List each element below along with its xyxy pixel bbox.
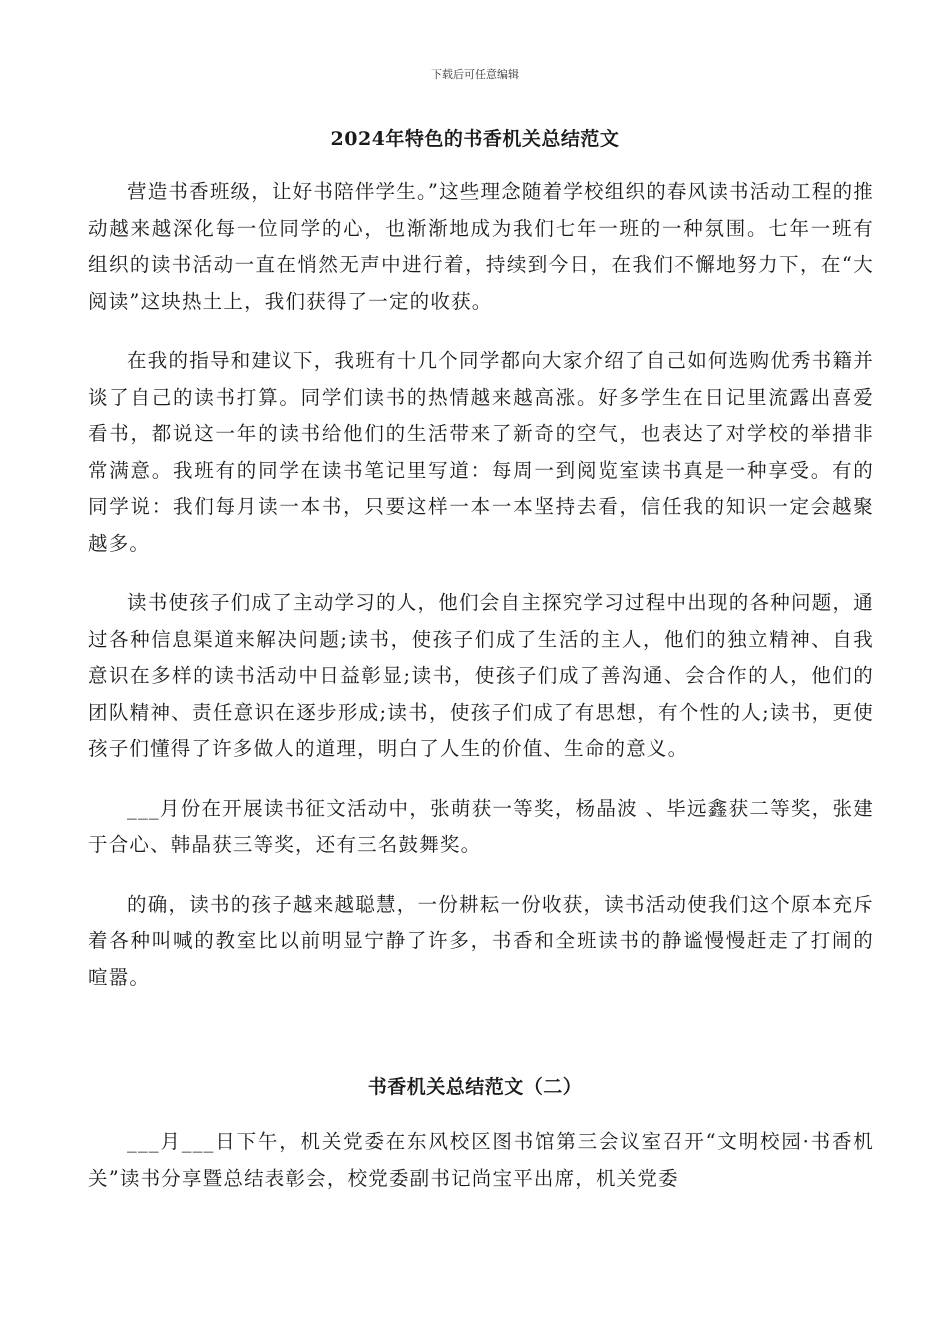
- paragraph-5: 的确，读书的孩子越来越聪慧，一份耕耘一份收获，读书活动使我们这个原本充斥着各种叫喊的教室比以前明显宁静了许多，书香和全班读书的静谧慢慢赶走了打闹的喧嚣。: [88, 892, 874, 989]
- main-body: [88, 174, 874, 1019]
- document-title: 2024年特色的书香机关总结范文: [330, 128, 620, 150]
- paragraph-1: 营造书香班级，让好书陪伴学生。”这些理念随着学校组织的春风读书活动工程的推动越来越深化每一位同学的心，也渐渐地成为我们七年一班的一种氛围。七年一班有组织的读书活动一直在悄然无声中进行着，持续到今日，在我们不懈地努力下，在“大阅读”这块热土上，我们获得了一定的收获。: [88, 180, 874, 313]
- section-title: 书香机关总结范文（二）: [367, 1076, 583, 1098]
- section-paragraph-1: ___月___日下午，机关党委在东风校区图书馆第三会议室召开“文明校园·书香机关”读书分享暨总结表彰会，校党委副书记尚宝平出席，机关党委: [88, 1130, 874, 1190]
- header-note: 下载后可任意编辑: [431, 68, 519, 81]
- section-body: [88, 1124, 874, 1220]
- paragraph-3: 读书使孩子们成了主动学习的人，他们会自主探究学习过程中出现的各种问题，通过各种信息渠道来解决问题;读书，使孩子们成了生活的主人，他们的独立精神、自我意识在多样的读书活动中日益彰显;读书，使孩子们成了善沟通、会合作的人，他们的团队精神、责任意识在逐步形成;读书，使孩子们成了有思想，有个性的人;读书，更使孩子们懂得了许多做人的道理，明白了人生的价值、生命的意义。: [88, 591, 874, 760]
- paragraph-2: 在我的指导和建议下，我班有十几个同学都向大家介绍了自己如何选购优秀书籍并谈了自己的读书打算。同学们读书的热情越来越高涨。好多学生在日记里流露出喜爱看书，都说这一年的读书给他们的生活带来了新奇的空气，也表达了对学校的举措非常满意。我班有的同学在读书笔记里写道：每周一到阅览室读书真是一种享受。有的同学说：我们每月读一本书，只要这样一本一本坚持去看，信任我的知识一定会越聚越多。: [88, 349, 874, 555]
- paragraph-4: ___月份在开展读书征文活动中，张萌获一等奖，杨晶波 、毕远鑫获二等奖，张建 于合心、韩晶获三等奖，还有三名鼓舞奖。: [88, 796, 874, 856]
